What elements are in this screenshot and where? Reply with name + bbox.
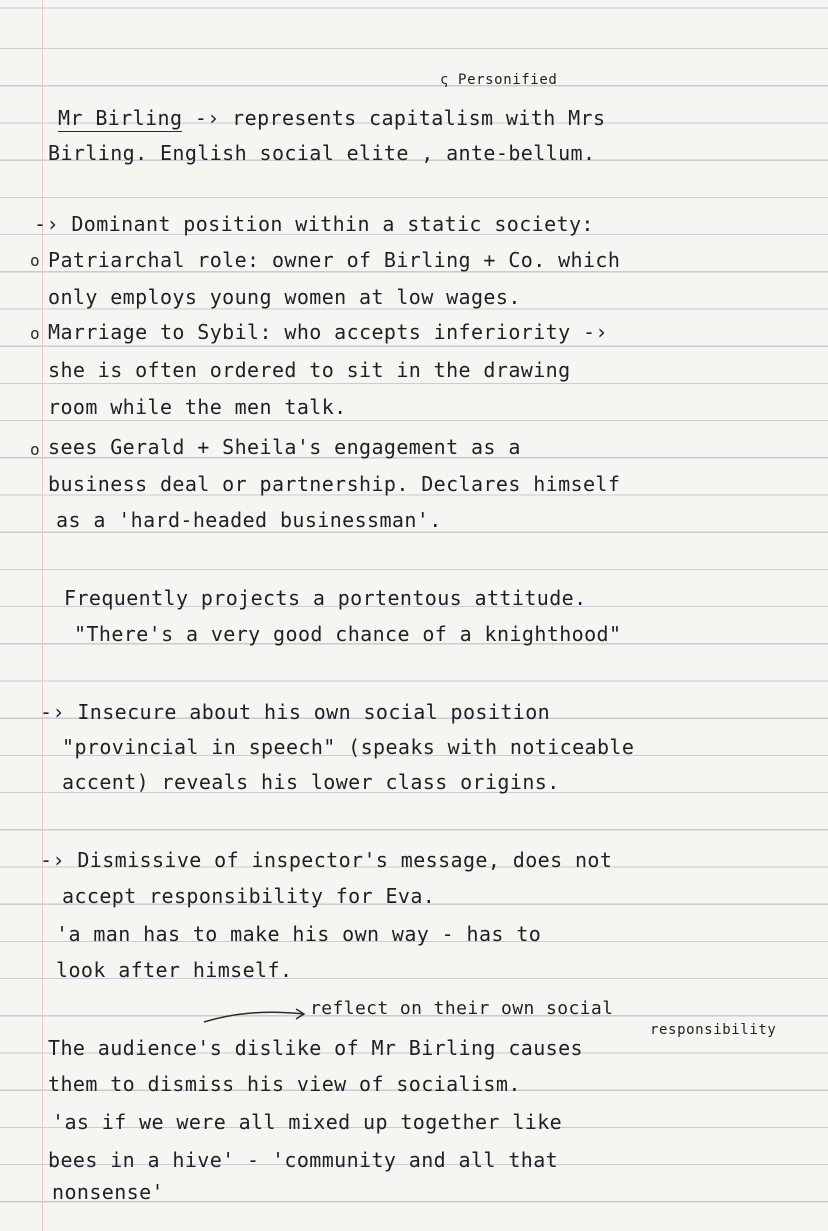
note-line-4: Patriarchal role: owner of Birling + Co. which (48, 248, 621, 272)
note-line-13: "There's a very good chance of a knighthood" (74, 622, 622, 646)
annotation-responsibility: responsibility (650, 1022, 777, 1038)
annotation-reflect: reflect on their own social (310, 998, 614, 1019)
bullet-icon: o (30, 324, 40, 343)
note-line-14: -› Insecure about his own social position (40, 700, 551, 724)
reflect-arrow-icon (200, 1004, 312, 1028)
bullet-icon: o (30, 440, 40, 459)
note-line-18: accept responsibility for Eva. (62, 884, 436, 908)
note-line-12: Frequently projects a portentous attitude. (64, 586, 587, 610)
annotation-personified: ς Personified (440, 72, 558, 88)
note-line-2: Birling. English social elite , ante-bellum. (48, 141, 596, 165)
note-line-17: -› Dismissive of inspector's message, does not (40, 848, 613, 872)
note-line-1 (58, 106, 605, 130)
note-line-21: The audience's dislike of Mr Birling causes (48, 1036, 583, 1060)
note-line-15: "provincial in speech" (speaks with noticeable (62, 735, 635, 759)
note-line-23: 'as if we were all mixed up together like (52, 1110, 563, 1134)
note-line-11: as a 'hard-headed businessman'. (56, 508, 442, 532)
note-line-20: look after himself. (56, 958, 293, 982)
note-line-10: business deal or partnership. Declares himself (48, 472, 621, 496)
bullet-icon: o (30, 251, 40, 270)
note-line-22: them to dismiss his view of socialism. (48, 1072, 521, 1096)
note-line-1-rest: -› represents capitalism with Mrs (182, 106, 606, 130)
note-line-5: only employs young women at low wages. (48, 285, 521, 309)
title-mr-birling: Mr Birling (58, 106, 183, 130)
note-line-9: sees Gerald + Sheila's engagement as a (48, 435, 521, 459)
note-line-7: she is often ordered to sit in the drawing (48, 358, 571, 382)
note-line-16: accent) reveals his lower class origins. (62, 770, 560, 794)
note-line-6: Marriage to Sybil: who accepts inferiority -› (48, 320, 608, 344)
margin-line (42, 0, 43, 1231)
note-line-25: nonsense' (52, 1180, 164, 1204)
note-line-24: bees in a hive' - 'community and all that (48, 1148, 559, 1172)
note-line-3: -› Dominant position within a static society: (34, 212, 594, 236)
note-line-8: room while the men talk. (48, 395, 347, 419)
note-line-19: 'a man has to make his own way - has to (56, 922, 542, 946)
